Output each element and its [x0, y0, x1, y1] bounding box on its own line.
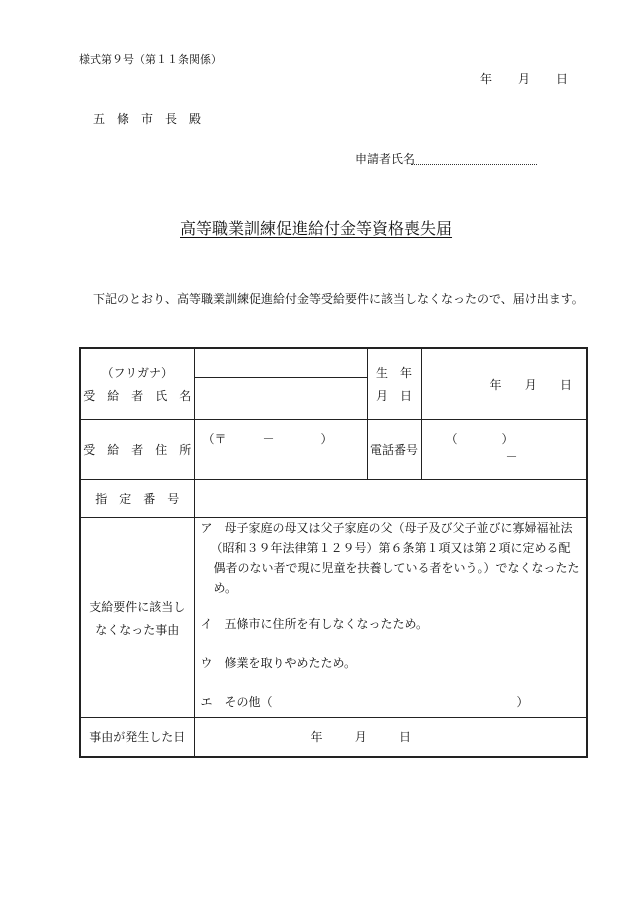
designation-input[interactable]	[194, 480, 587, 518]
applicant-name-line[interactable]	[411, 164, 537, 165]
birth-label-2: 月 日	[375, 389, 412, 403]
reason-a-line4: め。	[213, 581, 238, 595]
recipient-name-input[interactable]	[195, 378, 367, 419]
postal-close: ）	[320, 432, 333, 446]
reason-a-line3: 偶者のない者で現に児童を扶養している者をいう。）でなくなったた	[213, 561, 580, 575]
form-table	[79, 347, 588, 758]
intro-text: 下記のとおり、高等職業訓練促進給付金等受給要件に該当しなくなったので、届け出ます。	[93, 292, 584, 306]
date-month-label: 月	[517, 72, 530, 86]
birth-year-label: 年	[489, 377, 502, 392]
reason-e[interactable]	[201, 692, 587, 712]
reason-label-cell	[80, 518, 194, 718]
reason-a-line2: （昭和３９年法律第１２９号）第６条第１項又は第２項に定める配	[210, 541, 571, 555]
postal-dash: －	[262, 432, 275, 446]
date-day-label: 日	[555, 72, 568, 86]
occurred-month-label: 月	[354, 730, 367, 745]
occurred-date-label: 事由が発生した日	[80, 718, 194, 757]
page-title: 高等職業訓練促進給付金等資格喪失届	[180, 219, 453, 238]
birth-label-1: 生 年	[375, 366, 412, 380]
reason-e-suffix: ）	[516, 695, 529, 709]
reason-i[interactable]: イ 五條市に住所を有しなくなったため。	[200, 617, 429, 631]
phone-open: （	[445, 432, 458, 446]
recipient-name-label-cell	[80, 348, 194, 420]
reason-u[interactable]: ウ 修業を取りやめたため。	[200, 656, 357, 670]
address-input[interactable]	[194, 420, 367, 480]
phone-label: 電話番号	[367, 420, 421, 480]
phone-dash: －	[505, 450, 518, 464]
occurred-day-label: 日	[398, 730, 411, 745]
reason-label-2: なくなった事由	[95, 622, 180, 637]
form-number: 様式第９号（第１１条関係）	[79, 53, 222, 66]
recipient-name-cell	[194, 348, 367, 420]
reason-options	[194, 518, 587, 718]
phone-input[interactable]	[421, 420, 587, 480]
designation-label: 指 定 番 号	[80, 480, 194, 518]
reason-e-prefix: エ その他（	[200, 695, 273, 709]
birth-month-label: 月	[524, 377, 537, 392]
applicant-label: 申請者氏名	[355, 152, 416, 166]
reason-label-1: 支給要件に該当し	[89, 599, 186, 614]
phone-close: ）	[501, 432, 514, 446]
birth-date-label-cell	[367, 348, 421, 420]
birth-day-label: 日	[559, 377, 572, 392]
occurred-year-label: 年	[310, 730, 323, 745]
date-year-label: 年	[480, 72, 493, 86]
reason-a-line1[interactable]: ア 母子家庭の母又は父子家庭の父（母子及び父子並びに寡婦福祉法	[200, 521, 573, 535]
birth-date-input[interactable]	[421, 348, 587, 420]
furigana-input[interactable]	[195, 349, 367, 378]
submission-date	[480, 70, 568, 87]
furigana-label: （フリガナ）	[101, 366, 173, 380]
occurred-date-input[interactable]	[194, 718, 587, 757]
recipient-name-label: 受 給 者 氏 名	[83, 389, 192, 403]
address-label: 受 給 者 住 所	[80, 420, 194, 480]
postal-open: （〒	[202, 432, 227, 446]
addressee: 五 條 市 長 殿	[93, 112, 202, 126]
